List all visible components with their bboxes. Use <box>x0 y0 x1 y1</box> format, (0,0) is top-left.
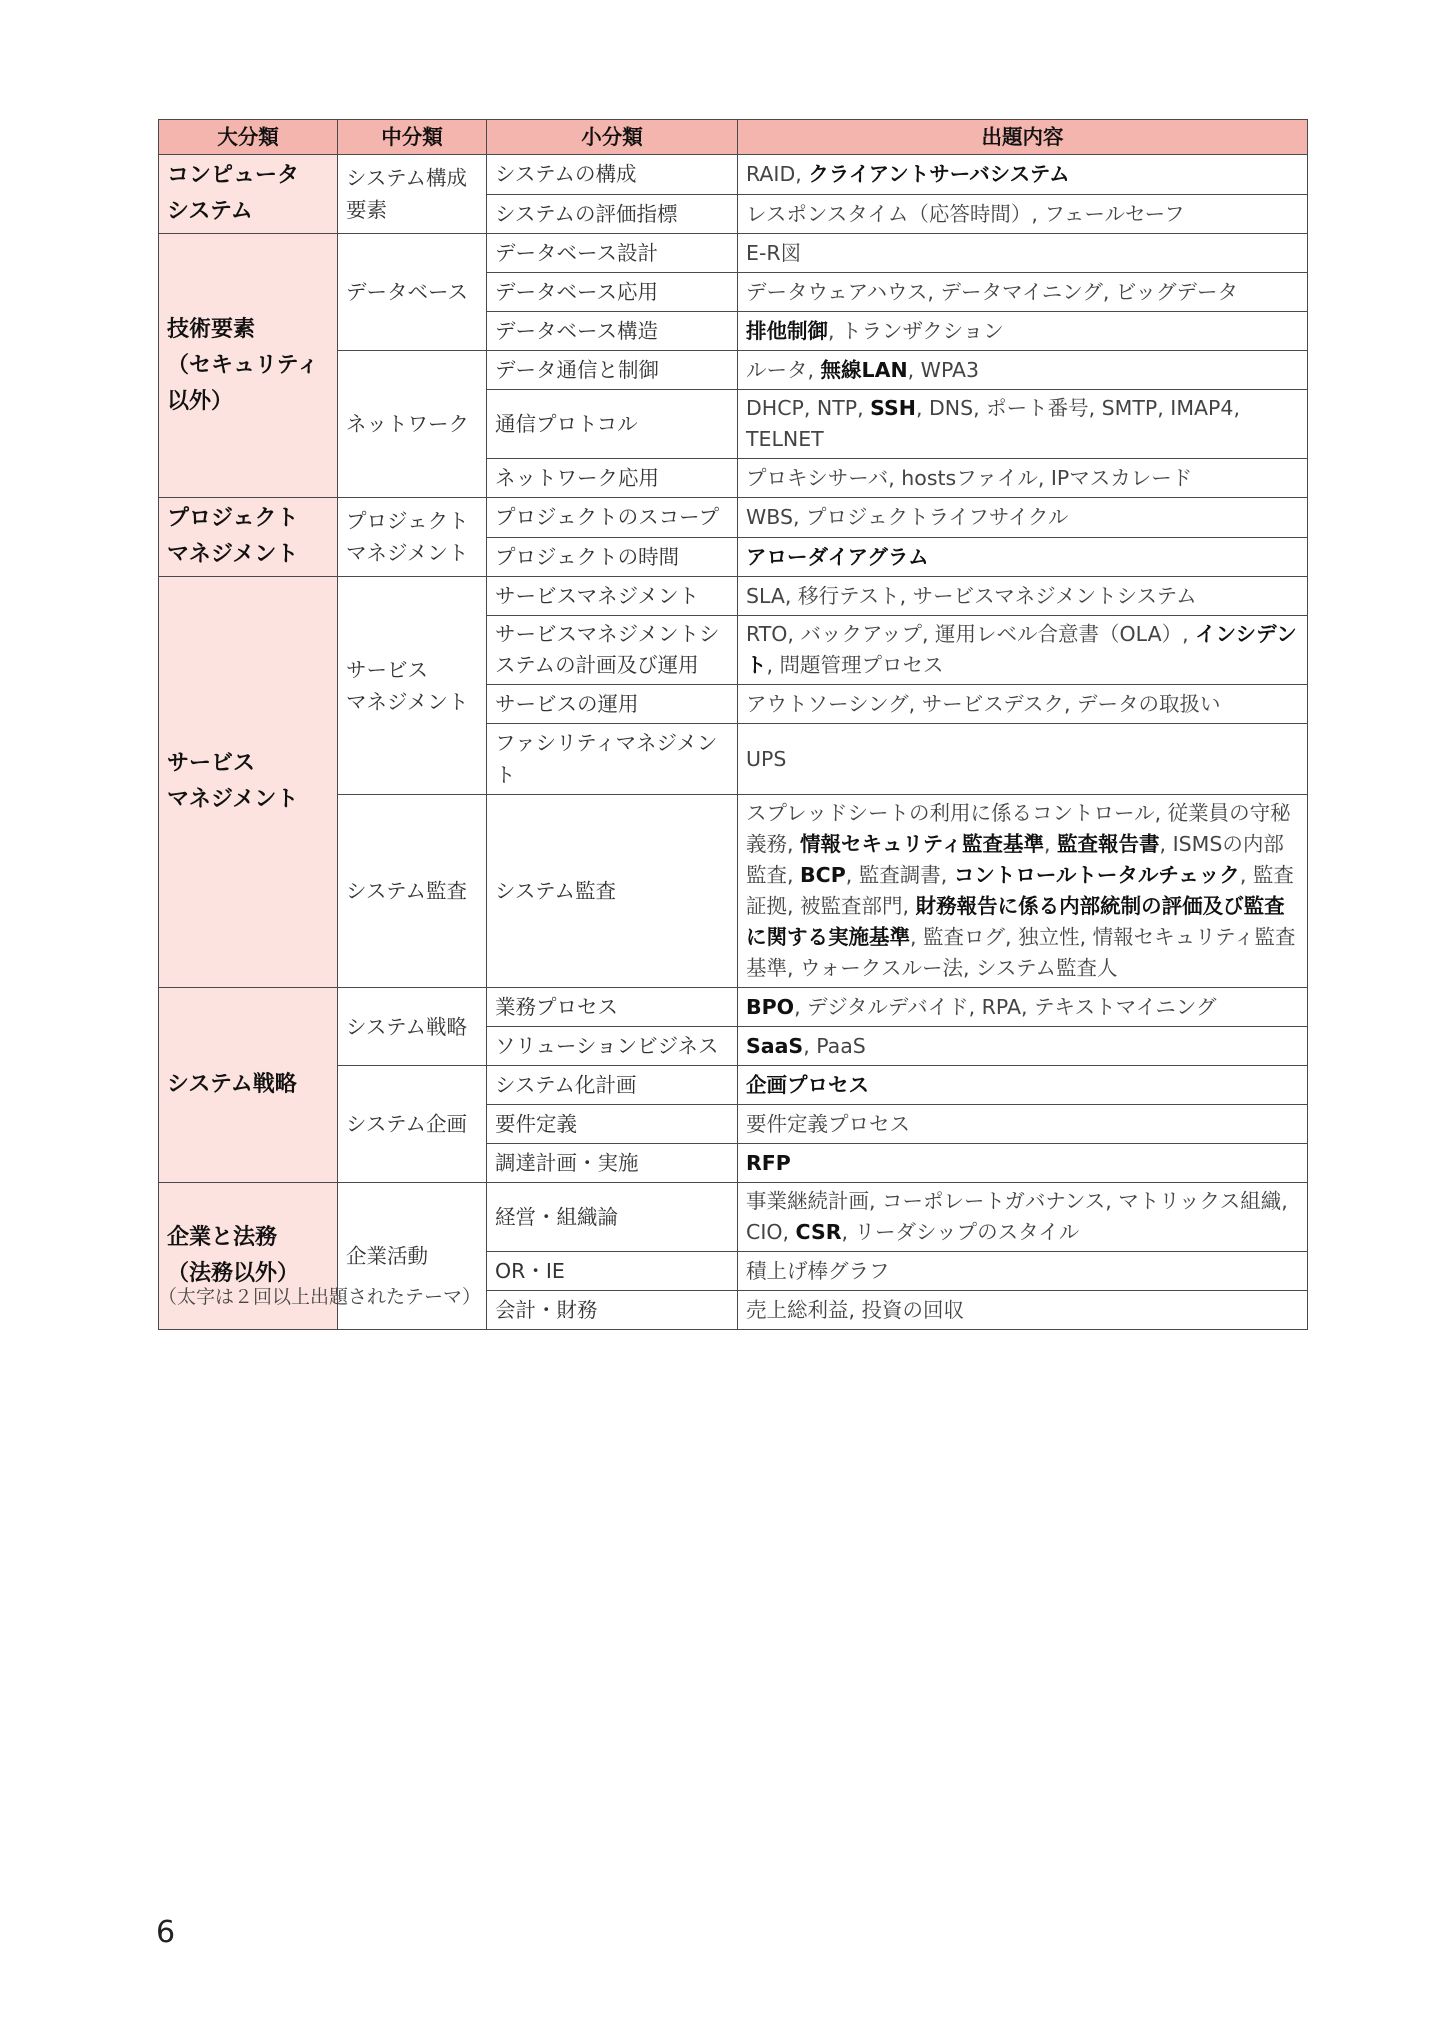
topic-content <box>738 1252 1308 1291</box>
topic-text: , DNS, ポート番号, SMTP, IMAP4, TELNET <box>746 396 1240 451</box>
middle-category: プロジェクト マネジメント <box>346 509 469 565</box>
topic-text: , リーダシップのスタイル <box>841 1220 1080 1244</box>
minor-category: 要件定義 <box>487 1105 738 1144</box>
topic-text: , トランザクション <box>828 319 1004 343</box>
topic-content <box>738 1105 1308 1144</box>
minor-category: システムの構成 <box>487 155 738 195</box>
topic-text: 積上げ棒グラフ <box>746 1259 890 1283</box>
minor-category: サービスマネジメントシステムの計画及び運用 <box>487 616 738 685</box>
bold-topic: クライアントサーバシステム <box>808 162 1070 187</box>
middle-category: システム構成 要素 <box>346 166 467 222</box>
topic-content <box>738 724 1308 795</box>
middle-category-cell <box>338 795 487 988</box>
topic-text: , <box>1044 832 1058 856</box>
bold-topic: 排他制御 <box>746 319 828 343</box>
topic-content <box>738 234 1308 273</box>
topic-content <box>738 988 1308 1027</box>
bold-topic: 情報セキュリティ監査基準 <box>800 832 1044 856</box>
minor-category: ネットワーク応用 <box>487 459 738 498</box>
topic-content <box>738 1291 1308 1330</box>
topic-content <box>738 459 1308 498</box>
header-minor: 小分類 <box>487 120 738 155</box>
minor-category: 経営・組織論 <box>487 1183 738 1252</box>
topic-text: アウトソーシング, サービスデスク, データの取扱い <box>746 692 1221 716</box>
topic-text: E-R図 <box>746 241 802 265</box>
middle-category: ネットワーク <box>346 412 469 436</box>
topic-text: データウェアハウス, データマイニング, ビッグデータ <box>746 280 1239 304</box>
topic-text: WBS, プロジェクトライフサイクル <box>746 505 1069 530</box>
topic-text: UPS <box>746 747 787 771</box>
major-category-cell <box>159 234 338 498</box>
bold-topic: SaaS <box>746 1034 804 1058</box>
header-content: 出題内容 <box>738 120 1308 155</box>
bold-topic: 無線LAN <box>820 358 908 382</box>
topic-text: 要件定義プロセス <box>746 1112 910 1136</box>
topic-content <box>738 1183 1308 1252</box>
minor-category: データ通信と制御 <box>487 351 738 390</box>
middle-category: サービス マネジメント <box>346 657 469 714</box>
minor-category: システムの評価指標 <box>487 194 738 234</box>
minor-category: 業務プロセス <box>487 988 738 1027</box>
page-number: 6 <box>156 1915 176 1950</box>
topic-content <box>738 273 1308 312</box>
minor-category: 通信プロトコル <box>487 390 738 459</box>
topic-text: RAID, <box>746 162 809 187</box>
topic-content <box>738 155 1308 195</box>
bold-topic: 企画プロセス <box>746 1073 869 1097</box>
middle-category-cell <box>338 577 487 795</box>
major-category: 企業と法務 （法務以外） <box>167 1225 300 1286</box>
topic-text: RTO, バックアップ, 運用レベル合意書（OLA）, <box>746 622 1196 646</box>
topic-content <box>738 537 1308 577</box>
topic-content <box>738 351 1308 390</box>
bold-topic: 財務報告に係る内部統制の評価及び監査に関する実施基準 <box>746 894 1285 949</box>
middle-category: システム企画 <box>346 1112 467 1136</box>
topic-content <box>738 390 1308 459</box>
topic-text: , デジタルデバイド, RPA, テキストマイニング <box>794 995 1217 1019</box>
minor-category: 調達計画・実施 <box>487 1144 738 1183</box>
topic-text: , ISMSの内部監査, <box>746 832 1284 887</box>
middle-category-cell <box>338 351 487 498</box>
topic-text: , 監査調書, <box>845 863 954 887</box>
table-row <box>159 155 1308 195</box>
header-row <box>159 120 1308 155</box>
header-major: 大分類 <box>159 120 338 155</box>
topic-text: DHCP, NTP, <box>746 396 871 420</box>
topic-text: , 問題管理プロセス <box>766 653 944 677</box>
major-category: サービス マネジメント <box>167 751 299 812</box>
minor-category: OR・IE <box>487 1252 738 1291</box>
middle-category-cell <box>338 498 487 577</box>
bold-topic: アローダイアグラム <box>746 544 929 569</box>
major-category-cell <box>159 498 338 577</box>
middle-category-cell <box>338 1066 487 1183</box>
topic-text: , 監査証拠, 被監査部門, <box>746 863 1294 918</box>
topic-content <box>738 312 1308 351</box>
major-category: 技術要素 （セキュリティ 以外） <box>167 316 319 414</box>
topic-text: , 監査ログ, 独立性, 情報セキュリティ監査基準, ウォークスルー法, システム監査人 <box>746 925 1296 980</box>
topic-text: , PaaS <box>803 1034 866 1058</box>
bold-topic: RFP <box>746 1151 791 1175</box>
topic-content <box>738 1027 1308 1066</box>
major-category: プロジェクト マネジメント <box>167 506 299 567</box>
middle-category: データベース <box>346 280 468 304</box>
topic-table <box>158 119 1308 1330</box>
header-middle: 中分類 <box>338 120 487 155</box>
bold-topic: BCP <box>800 863 846 887</box>
minor-category: システム監査 <box>487 795 738 988</box>
bold-topic: 監査報告書 <box>1057 832 1160 856</box>
bold-topic: SSH <box>870 396 916 420</box>
minor-category: プロジェクトのスコープ <box>487 498 738 538</box>
middle-category: システム戦略 <box>346 1014 467 1039</box>
bold-topic: コントロールトータルチェック <box>953 863 1240 887</box>
middle-category-cell <box>338 988 487 1066</box>
topic-content <box>738 685 1308 724</box>
middle-category: 企業活動 <box>346 1244 428 1268</box>
topic-text: ルータ, <box>746 358 821 382</box>
major-category-cell <box>159 988 338 1183</box>
topic-text: レスポンスタイム（応答時間）, フェールセーフ <box>746 201 1185 226</box>
topic-content <box>738 795 1308 988</box>
major-category: システム戦略 <box>167 1072 297 1097</box>
topic-content <box>738 498 1308 538</box>
footnote: （太字は２回以上出題されたテーマ） <box>158 1286 482 1308</box>
bold-topic: インシデント <box>746 622 1297 677</box>
minor-category: ソリューションビジネス <box>487 1027 738 1066</box>
minor-category: 会計・財務 <box>487 1291 738 1330</box>
table-row <box>159 234 1308 273</box>
middle-category-cell <box>338 155 487 234</box>
minor-category: サービスの運用 <box>487 685 738 724</box>
minor-category: データベース構造 <box>487 312 738 351</box>
topic-content <box>738 194 1308 234</box>
topic-content <box>738 616 1308 685</box>
topic-content <box>738 1066 1308 1105</box>
topic-text: 売上総利益, 投資の回収 <box>746 1298 965 1322</box>
major-category-cell <box>159 577 338 988</box>
major-category-cell <box>159 155 338 234</box>
minor-category: プロジェクトの時間 <box>487 537 738 577</box>
minor-category: ファシリティマネジメント <box>487 724 738 795</box>
topic-text: プロキシサーバ, hostsファイル, IPマスカレード <box>746 466 1193 490</box>
table-row <box>159 577 1308 616</box>
topic-content <box>738 577 1308 616</box>
topic-content <box>738 1144 1308 1183</box>
bold-topic: BPO <box>746 995 795 1019</box>
topic-text: , WPA3 <box>907 358 980 382</box>
minor-category: データベース応用 <box>487 273 738 312</box>
topic-text: スプレッドシートの利用に係るコントロール, 従業員の守秘義務, <box>746 801 1291 856</box>
middle-category-cell <box>338 234 487 351</box>
minor-category: データベース設計 <box>487 234 738 273</box>
middle-category: システム監査 <box>346 879 467 903</box>
table-row <box>159 498 1308 538</box>
minor-category: サービスマネジメント <box>487 577 738 616</box>
topic-text: SLA, 移行テスト, サービスマネジメントシステム <box>746 584 1197 608</box>
table-row <box>159 1183 1308 1252</box>
bold-topic: CSR <box>795 1220 842 1244</box>
major-category: コンピュータ システム <box>167 163 300 224</box>
topic-text: 事業継続計画, コーポレートガバナンス, マトリックス組織, CIO, <box>746 1189 1288 1244</box>
minor-category: システム化計画 <box>487 1066 738 1105</box>
table-row <box>159 988 1308 1027</box>
